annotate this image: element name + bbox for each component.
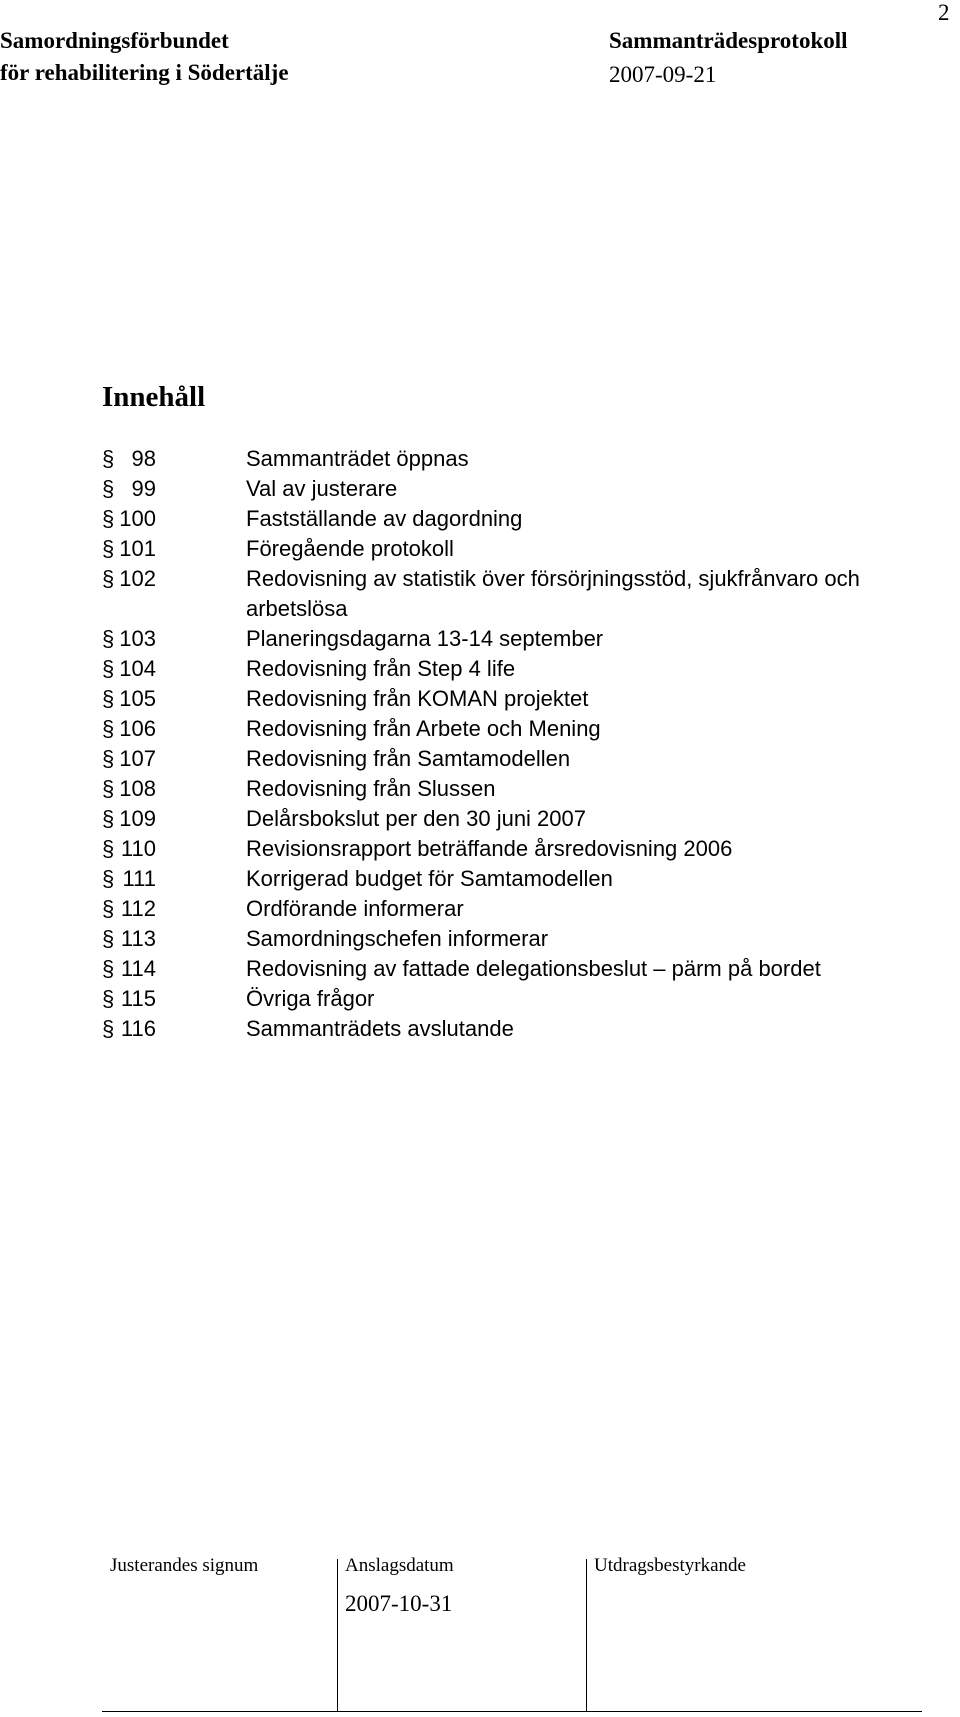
toc-item [102,954,922,984]
announcement-label: Anslagsdatum [345,1555,454,1576]
section-number: 106 [119,716,156,741]
toc-item [102,714,922,744]
section-number: 103 [119,626,156,651]
toc-item-section [102,924,246,954]
toc-item-section [102,804,246,834]
section-symbol: § [102,806,115,831]
section-symbol: § [102,746,115,771]
toc-item-section [102,714,246,744]
toc-item [102,924,922,954]
toc-item-title: Redovisning från Arbete och Mening [246,716,601,741]
toc-item [102,504,922,534]
section-symbol: § [102,656,115,681]
page-number: 2 [938,0,950,25]
document-date: 2007-09-21 [609,62,717,87]
toc-item-title: Korrigerad budget för Samtamodellen [246,866,613,891]
section-symbol: § [102,446,115,471]
section-symbol: § [102,506,115,531]
toc-item [102,984,922,1014]
organization-name-line2: för rehabilitering i Södertälje [0,60,289,85]
footer-divider-1 [337,1559,338,1712]
toc-item-title: Revisionsrapport beträffande årsredovisning 2006 [246,836,733,861]
toc-item-section [102,564,246,624]
section-number: 99 [131,476,156,501]
section-number: 113 [120,926,156,951]
toc-item-section [102,774,246,804]
toc-item [102,654,922,684]
toc-item-section [102,894,246,924]
section-number: 116 [120,1016,156,1041]
section-symbol: § [102,836,115,861]
section-number: 111 [122,866,156,891]
toc-item [102,1014,922,1044]
toc-item [102,804,922,834]
toc-item-section [102,534,246,564]
toc-item [102,744,922,774]
organization-name-line1: Samordningsförbundet [0,28,229,53]
signature-label: Justerandes signum [110,1555,259,1576]
toc-item-section [102,504,246,534]
toc-item-title: Redovisning från Step 4 life [246,656,516,681]
toc-item [102,774,922,804]
section-number: 114 [120,956,156,981]
section-symbol: § [102,686,115,711]
toc-item-title: Redovisning från Slussen [246,776,496,801]
toc-item [102,894,922,924]
toc-item-section [102,834,246,864]
section-symbol: § [102,716,115,741]
toc-list [102,444,922,1044]
section-symbol: § [102,566,115,591]
section-number: 98 [131,446,156,471]
toc-item-title: Ordförande informerar [246,896,464,921]
toc-item-title: Redovisning från Samtamodellen [246,746,571,771]
toc-item-title: Delårsbokslut per den 30 juni 2007 [246,806,587,831]
toc-item-title: Sammanträdet öppnas [246,446,469,471]
toc-item-section [102,684,246,714]
section-symbol: § [102,866,115,891]
toc-item [102,474,922,504]
toc-item [102,534,922,564]
toc-item [102,564,922,624]
section-symbol: § [102,476,115,501]
toc-item-section [102,984,246,1014]
toc-item [102,864,922,894]
announcement-date: 2007-10-31 [345,1591,453,1616]
section-number: 100 [119,506,156,531]
section-symbol: § [102,956,115,981]
toc-item-title: Redovisning från KOMAN projektet [246,686,589,711]
section-symbol: § [102,986,115,1011]
section-symbol: § [102,536,115,561]
section-number: 107 [119,746,156,771]
toc-item [102,834,922,864]
footer-bottom-rule [102,1711,922,1712]
toc-item-section [102,654,246,684]
section-symbol: § [102,626,115,651]
toc-item-title: Fastställande av dagordning [246,506,523,531]
toc-item-title: Samordningschefen informerar [246,926,549,951]
document-title: Sammanträdesprotokoll [609,28,848,53]
section-symbol: § [102,1016,115,1041]
toc-item [102,444,922,474]
section-symbol: § [102,776,115,801]
toc-item-section [102,744,246,774]
toc-item-title: Övriga frågor [246,986,375,1011]
toc-item-title: Föregående protokoll [246,536,454,561]
toc-item-title: Sammanträdets avslutande [246,1016,514,1041]
toc-item [102,684,922,714]
toc-heading: Innehåll [102,381,206,413]
section-number: 105 [119,686,156,711]
section-number: 110 [120,836,156,861]
section-number: 101 [119,536,156,561]
section-number: 109 [119,806,156,831]
toc-item-section [102,474,246,504]
section-number: 112 [120,896,156,921]
toc-item-section [102,864,246,894]
toc-item-title: Redovisning av fattade delegationsbeslut – pärm på bordet [246,956,821,981]
extract-certification-label: Utdragsbestyrkande [594,1555,746,1576]
toc-item-section [102,444,246,474]
toc-item-title: Val av justerare [246,476,398,501]
toc-item-section [102,624,246,654]
toc-item [102,624,922,654]
toc-item-title: Redovisning av statistik över försörjningsstöd, sjukfrånvaro och arbetslösa [246,566,860,621]
section-symbol: § [102,926,115,951]
toc-item-section [102,1014,246,1044]
toc-item-section [102,954,246,984]
section-number: 104 [119,656,156,681]
footer-divider-2 [586,1559,587,1712]
section-symbol: § [102,896,115,921]
section-number: 115 [120,986,156,1011]
section-number: 108 [119,776,156,801]
toc-item-title: Planeringsdagarna 13-14 september [246,626,604,651]
section-number: 102 [119,566,156,591]
